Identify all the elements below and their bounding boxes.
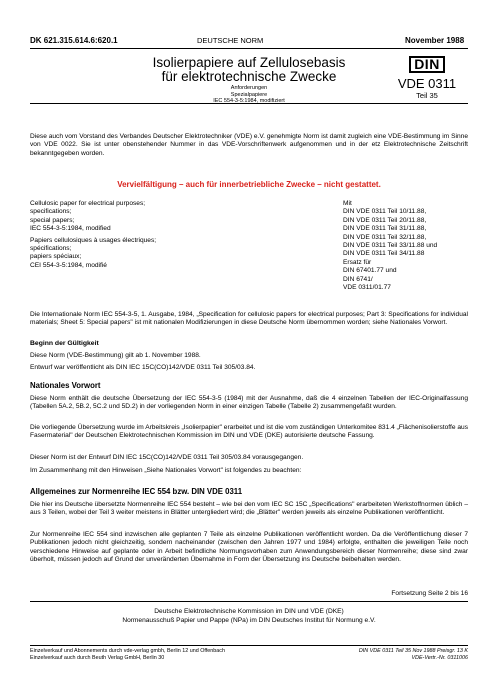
intro-paragraph: Diese auch vom Vorstand des Verbandes Deutscher Elektrotechniker (VDE) e.V. genehmigte Norm ist damit zugleich eine VDE-Bestimmung im Sinne von VDE 0022. Sie ist unter obenstehender Nummer in das VDE-Vorschriftenwerk aufgenommen und in der etz Elektrotechnische Zeitschrift bekanntgegeben worden.: [30, 133, 468, 157]
divider: [30, 103, 468, 104]
replacement-line: Mit: [343, 200, 352, 207]
divider: [30, 48, 468, 49]
footer-sales-line-1: Einzelverkauf und Abonnements durch vde-verlag gmbh, Berlin 12 und Offenbach: [30, 648, 225, 654]
general-paragraph-2: Zur Normenreihe IEC 554 sind inzwischen alle geplanten 7 Teile als einzelne Publikationen veröffentlicht worden. Da die Veröffentlichung dieser 7 Publikationen jedoch nicht gleichzeitig, sondern nacheinander (zwischen den Jahren 1977 und 1984) erfolgte, enthalten die jeweiligen Teile noch verschiedene Hinweise auf geplante oder in Arbeit befindliche Normungsvorhaben zum Anwendungsbereich dieser Normenreihe; diese sind zwar überholt, müssen jedoch auf Grund der unveränderten Übernahme in Form der Übersetzung ins Deutsche beibehalten werden.: [30, 531, 468, 564]
replacement-line: DIN VDE 0311 Teil 32/11.88,: [343, 233, 427, 241]
draft-reference: Entwurf war veröffentlicht als DIN IEC 15C(CO)142/VDE 0311 Teil 305/03.84.: [30, 364, 256, 371]
footer-sales-info: [30, 648, 300, 661]
replacement-line: DIN 6741/: [343, 275, 373, 283]
part-number: Teil 35: [416, 91, 438, 100]
validity-heading: Beginn der Gültigkeit: [30, 340, 99, 347]
general-paragraph-1: Die hier ins Deutsche übersetzte Normenreihe IEC 554 besteht – wie bei den vom IEC SC 15C „Specifications" erarbeiteten Werkstoffnormen üblich – aus 3 Teilen, wobei der Teil 3 weiter meistens in Blätter untergliedert wird; die „Blätter" werden jeweils als einzelne Publikationen veröffentlicht.: [30, 501, 468, 517]
designation-block: [386, 56, 468, 101]
english-title-line: specifications;: [30, 208, 72, 216]
english-title-line: IEC 554-3-5:1984, modified: [30, 225, 111, 233]
foreword-paragraph-3: Dieser Norm ist der Entwurf DIN IEC 15C(CO)142/VDE 0311 Teil 305/03.84 vorausgegangen.: [30, 454, 304, 461]
replacement-line: DIN VDE 0311 Teil 10/11.88,: [343, 208, 427, 216]
vde-number: VDE 0311: [397, 76, 457, 91]
copy-notice: Vervielfältigung – auch für innerbetriebliche Zwecke – nicht gestattet.: [117, 180, 381, 189]
replacement-line: DIN VDE 0311 Teil 31/11.88,: [343, 225, 427, 233]
divider: [30, 601, 468, 602]
foreword-paragraph-4: Im Zusammenhang mit den Hinweisen „Siehe Nationales Vorwort" ist folgendes zu beachten:: [30, 467, 302, 474]
footer-sales-line-2: Einzelverkauf auch durch Beuth Verlag GmbH, Berlin 30: [30, 654, 165, 661]
french-title-line: spécifications;: [30, 245, 72, 253]
footer-reference: [300, 648, 468, 661]
din-logo: DIN: [409, 56, 445, 73]
subtitle-requirements: Anforderungen: [230, 85, 268, 91]
english-title-line: special papers;: [30, 216, 75, 224]
replacement-list: [343, 200, 473, 292]
replacement-line: Ersatz für: [343, 258, 372, 266]
general-heading: Allgemeines zur Normenreihe IEC 554 bzw. DIN VDE 0311: [30, 487, 243, 496]
footer-price-group: DIN VDE 0311 Teil 35 Nov 1988 Preisgr. 13 K: [358, 648, 468, 654]
commission-line-1: Deutsche Elektrotechnische Kommission im DIN und VDE (DKE): [154, 608, 344, 615]
replacement-line: DIN VDE 0311 Teil 20/11.88,: [343, 216, 427, 224]
title-translations: [30, 200, 290, 270]
foreword-paragraph-1: Diese Norm enthält die deutsche Übersetzung der IEC 554-3-5 (1984) mit der Ausnahme, daß die 4 einzelnen Tabellen der IEC-Originalfassung (Tabellen 5A.2, 5B.2, 5C.2 und 5D.2) in der vorliegenden Norm in einer einzigen Tabelle (Tabelle 2) zusammengefaßt wurden.: [30, 395, 468, 411]
english-title-line: Cellulosic paper for electrical purposes;: [30, 200, 146, 207]
validity-text: Diese Norm (VDE-Bestimmung) gilt ab 1. November 1988.: [30, 352, 201, 359]
replacement-line: DIN VDE 0311 Teil 34/11.88: [343, 250, 425, 258]
title-line-1: Isolierpapiere auf Zellulosebasis: [152, 55, 346, 70]
international-norm-paragraph: Die Internationale Norm IEC 554-3-5, 1. Ausgabe, 1984, „Specification for cellulosic papers for electrical purposes; Part 3: Specifications for individual materials; Sheet 5: Special papers" ist mit nationalen Modifizierungen in diese Deutsche Norm übernommen worden; siehe Nationales Vorwort.: [30, 311, 468, 327]
foreword-paragraph-2: Die vorliegende Übersetzung wurde im Arbeitskreis „Isolierpapier" erarbeitet und ist die vom zuständigen Unterkomitee 831.4 „Flächenisolierstoffe aus Fasermaterial" der Deutschen Elektrotechnischen Kommission im DIN und VDE (DKE) autorisierte deutsche Fassung.: [30, 424, 468, 440]
subtitle-iec-ref: IEC 554-3-5:1984, modifiziert: [213, 98, 285, 104]
subtitle-special-papers: Spezialpapiere: [230, 91, 268, 98]
replacement-line: VDE 0311/01.77: [343, 284, 391, 292]
replacement-line: DIN VDE 0311 Teil 33/11.88 und: [343, 242, 438, 250]
footer-contract-number: VDE-Vertr.-Nr. 0311006: [411, 654, 468, 661]
title-block: [120, 56, 378, 105]
french-title-line: CEI 554-3-5:1984, modifié: [30, 261, 107, 269]
issue-date: November 1988: [405, 36, 465, 45]
commission-line-2: Normenausschuß Papier und Pappe (NPa) im DIN Deutsches Institut für Normung e.V.: [122, 617, 376, 624]
standard-type: DEUTSCHE NORM: [197, 36, 264, 45]
replacement-line: DIN 67401.77 und: [343, 267, 397, 275]
divider: [30, 645, 468, 646]
title-line-2: für elektrotechnische Zwecke: [161, 69, 337, 84]
french-title-line: papiers spéciaux;: [30, 253, 82, 261]
continuation-note: Fortsetzung Seite 2 bis 16: [391, 590, 468, 597]
french-title-line: Papiers cellulosiques à usages électriques;: [30, 236, 157, 244]
national-foreword-heading: Nationales Vorwort: [30, 381, 101, 390]
dk-number: DK 621.315.614.6:620.1: [30, 36, 118, 45]
